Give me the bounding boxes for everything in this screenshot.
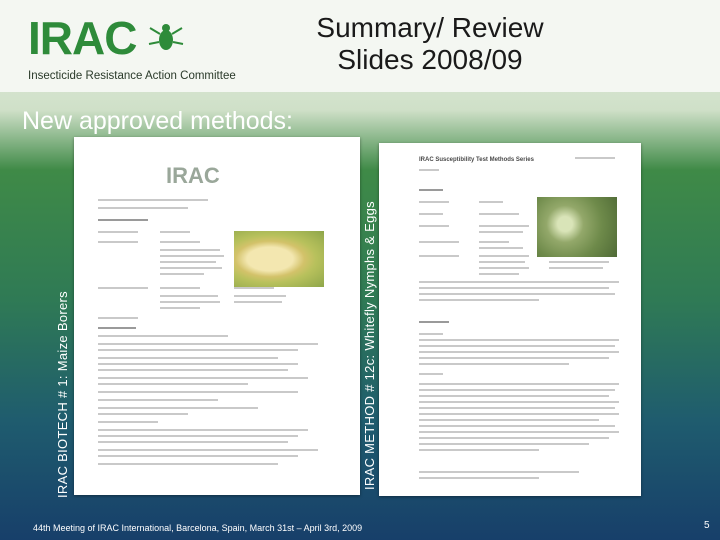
irac-logo	[28, 12, 168, 64]
doc-header: IRAC Susceptibility Test Methods Series	[419, 157, 534, 163]
page-number: 5	[704, 520, 710, 531]
insect-icon	[146, 20, 186, 56]
tagline: Insecticide Resistance Action Committee	[28, 70, 236, 82]
footer-text: 44th Meeting of IRAC International, Barcelona, Spain, March 31st – April 3rd, 2009	[33, 523, 363, 533]
subheading: New approved methods:	[22, 107, 293, 135]
document-thumbnail-biotech	[74, 137, 360, 495]
logo-text: IRAC	[28, 12, 137, 64]
slide-title: Summary/ Review Slides 2008/09	[316, 12, 544, 75]
vertical-label-left: IRAC BIOTECH # 1: Maize Borers	[55, 291, 70, 498]
document-thumbnail-method-12c	[379, 143, 641, 496]
vertical-label-right: IRAC METHOD # 12c: Whitefly Nymphs & Eggs	[362, 201, 377, 490]
doc-logo: IRAC	[166, 163, 220, 188]
leaf-photo	[234, 231, 324, 287]
whitefly-photo	[537, 197, 617, 257]
